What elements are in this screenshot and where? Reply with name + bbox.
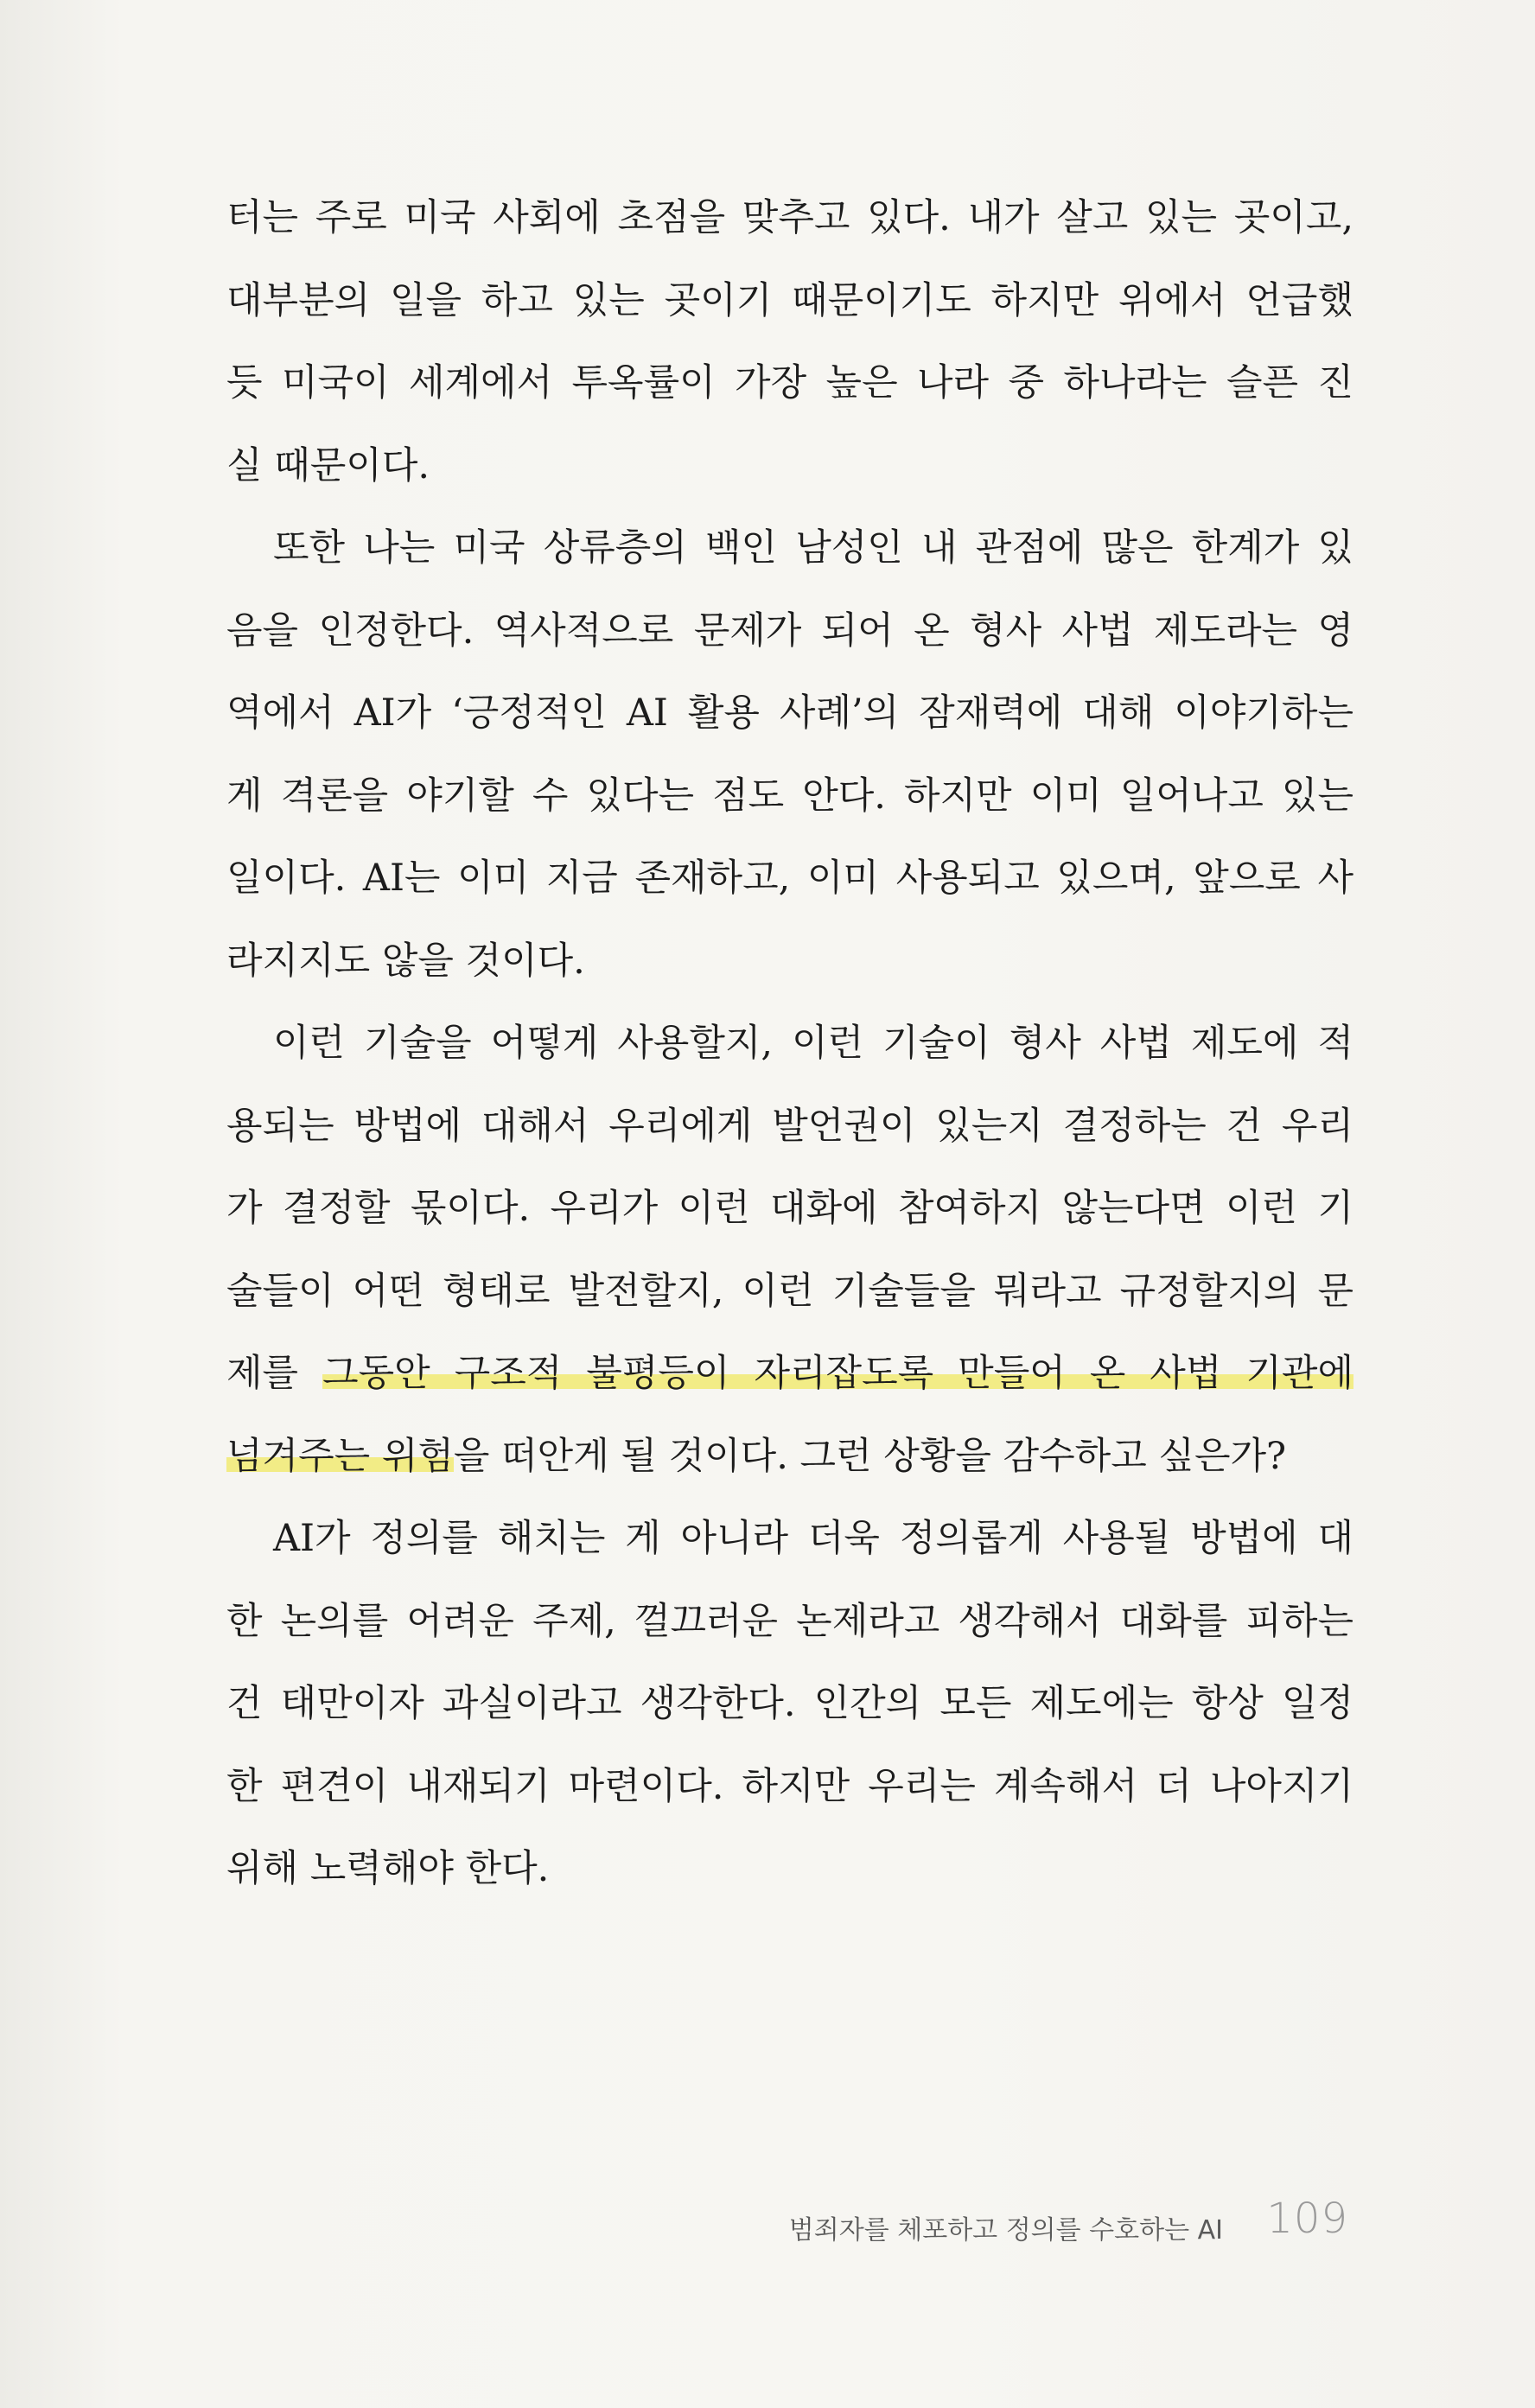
text-line: 실 때문이다.	[226, 443, 430, 487]
text-line: 건 태만이자 과실이라고 생각한다. 인간의 모든 제도에는 항상 일정	[226, 1682, 1353, 1725]
text-line: 용되는 방법에 대해서 우리에게 발언권이 있는지 결정하는 건 우리	[226, 1104, 1353, 1148]
highlighted-text: 그동안 구조적 불평등이 자리잡도록 만들어 온 사법 기관에	[322, 1352, 1353, 1395]
text-line: 가 결정할 몫이다. 우리가 이런 대화에 참여하지 않는다면 이런 기	[226, 1187, 1353, 1230]
text-line: 역에서 AI가 ‘긍정적인 AI 활용 사례’의 잠재력에 대해 이야기하는	[226, 691, 1353, 735]
running-title: 범죄자를 체포하고 정의를 수호하는 AI	[788, 2215, 1223, 2246]
text-line	[226, 1333, 1353, 1416]
text-segment: 제를	[226, 1352, 323, 1395]
text-line: 라지지도 않을 것이다.	[226, 939, 585, 983]
text-line: 술들이 어떤 형태로 발전할지, 이런 기술들을 뭐라고 규정할지의 문	[226, 1269, 1353, 1313]
text-line: 음을 인정한다. 역사적으로 문제가 되어 온 형사 사법 제도라는 영	[226, 608, 1353, 653]
text-line: 듯 미국이 세계에서 투옥률이 가장 높은 나라 중 하나라는 슬픈 진	[226, 361, 1353, 405]
text-line: 게 격론을 야기할 수 있다는 점도 안다. 하지만 이미 일어나고 있는	[226, 774, 1353, 818]
page-footer	[0, 2191, 1348, 2260]
text-line: AI가 정의를 해치는 게 아니라 더욱 정의롭게 사용될 방법에 대	[273, 1517, 1353, 1560]
text-line: 대부분의 일을 하고 있는 곳이기 때문이기도 하지만 위에서 언급했	[226, 278, 1353, 322]
text-line: 터는 주로 미국 사회에 초점을 맞추고 있다. 내가 살고 있는 곳이고,	[226, 196, 1353, 239]
text-segment: 을 떠안게 될 것이다. 그런 상황을 감수하고 싶은가?	[453, 1434, 1287, 1478]
text-line: 일이다. AI는 이미 지금 존재하고, 이미 사용되고 있으며, 앞으로 사	[226, 857, 1353, 900]
text-line: 위해 노력해야 한다.	[226, 1847, 550, 1890]
text-line	[226, 1416, 1353, 1499]
text-line: 한 편견이 내재되기 마련이다. 하지만 우리는 계속해서 더 나아지기	[226, 1764, 1353, 1808]
text-line: 이런 기술을 어떻게 사용할지, 이런 기술이 형사 사법 제도에 적	[273, 1022, 1353, 1065]
highlighted-text: 넘겨주는 위험	[226, 1434, 454, 1478]
page-number: 109	[1266, 2195, 1348, 2243]
text-line: 한 논의를 어려운 주제, 껄끄러운 논제라고 생각해서 대화를 피하는	[226, 1599, 1353, 1643]
body-text	[226, 177, 1353, 1911]
text-line: 또한 나는 미국 상류층의 백인 남성인 내 관점에 많은 한계가 있	[273, 526, 1353, 570]
